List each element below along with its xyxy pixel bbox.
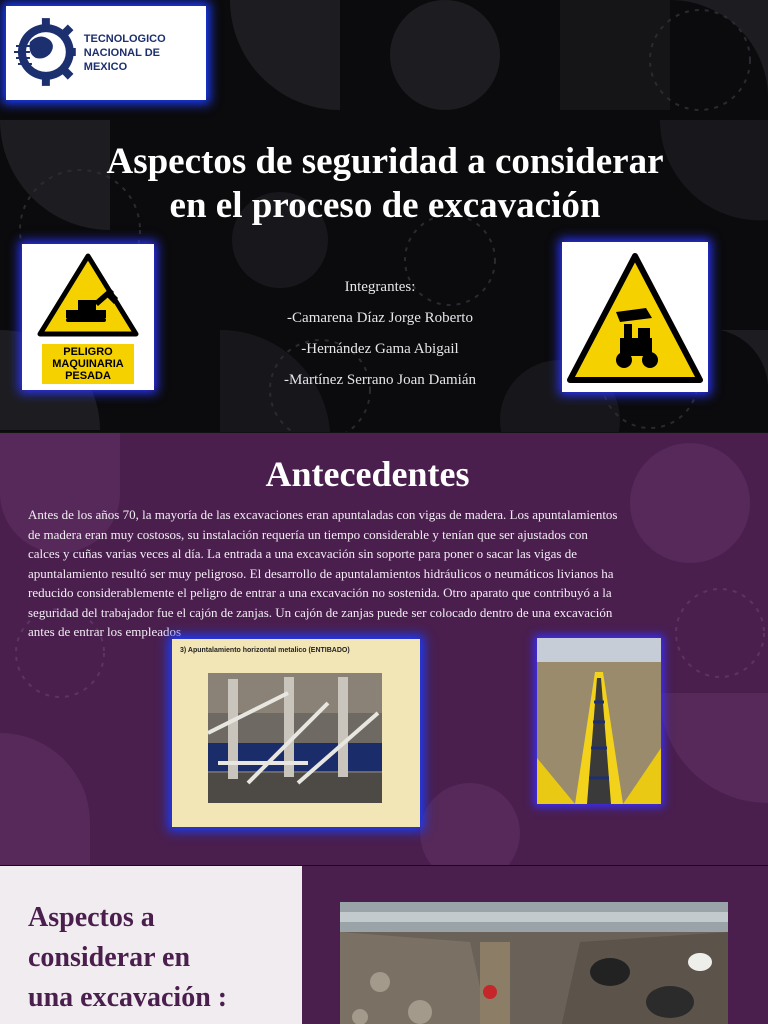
heavy-machinery-sign [22, 244, 154, 390]
trench-box-image [537, 638, 661, 804]
body-line: reducido considerablemente el peligro de entrar a una excavación no sostenida. Otro aparato que contribuyó a la [28, 585, 612, 600]
title-line1: Aspectos de seguridad a considerar [106, 141, 664, 182]
logo-line2: NACIONAL DE MEXICO [83, 46, 160, 74]
title-slide [0, 0, 768, 432]
body-line: Antes de los años 70, la mayoría de las excavaciones eran apuntaladas con vigas de madera. Los apuntalamientos [28, 507, 618, 522]
member-1: -Camarena Díaz Jorge Roberto [287, 310, 473, 326]
title-line1: Aspectos a [28, 902, 155, 933]
body-line: antes de entrar los empleados [28, 624, 182, 639]
presentation-title [40, 140, 730, 229]
logo-line1: TECNOLOGICO [83, 32, 166, 45]
danger-line1: PELIGRO [63, 346, 113, 358]
title-line3: una excavación : [28, 982, 228, 1013]
excavation-site-image [340, 902, 728, 1024]
trench-box-photo [537, 638, 661, 804]
steel-shoring-image [208, 673, 382, 803]
tecnm-logo [6, 6, 206, 100]
title-line2: considerar en [28, 942, 191, 973]
member-3: -Martínez Serrano Joan Damián [283, 372, 476, 388]
body-line: calces y cuñas varias veces al día. La entrada a una excavación sin soporte para poner o sacar las vigas de [28, 546, 577, 561]
tecnm-emblem-icon [12, 12, 76, 94]
section-body [28, 505, 688, 642]
considerations-slide [0, 866, 768, 1024]
team-members [230, 272, 530, 396]
danger-line2: MAQUINARIA [52, 358, 124, 370]
section-title: Antecedentes [265, 454, 470, 494]
loader-warning-sign [562, 242, 708, 392]
shoring-photo [172, 639, 420, 827]
member-2: -Hernández Gama Abigail [301, 341, 459, 357]
body-line: apuntalamiento resultó ser muy peligroso. El desarrollo de apuntalamientos hidráulicos o neumáticos livianos ha [28, 565, 614, 581]
excavation-site-photo [340, 902, 728, 1024]
shoring-photo-caption: 3) Apuntalamiento horizontal metalico (ENTIBADO) [180, 647, 350, 654]
danger-line3: PESADA [65, 370, 111, 382]
body-line: de madera eran muy costosos, su instalación requería un tiempo considerable y tenían que ser ajustados con [28, 526, 588, 542]
title-line2: en el proceso de excavación [169, 185, 601, 227]
warning-loader-icon [562, 242, 708, 392]
considerations-title [28, 898, 298, 1018]
warning-excavator-icon [22, 244, 154, 344]
body-line: seguridad del trabajador fue el cajón de zanjas. Un cajón de zanjas puede ser colocado dentro de una excavación [28, 604, 613, 620]
danger-label [42, 344, 134, 384]
members-heading: Integrantes: [344, 279, 416, 295]
background-slide [0, 433, 768, 865]
